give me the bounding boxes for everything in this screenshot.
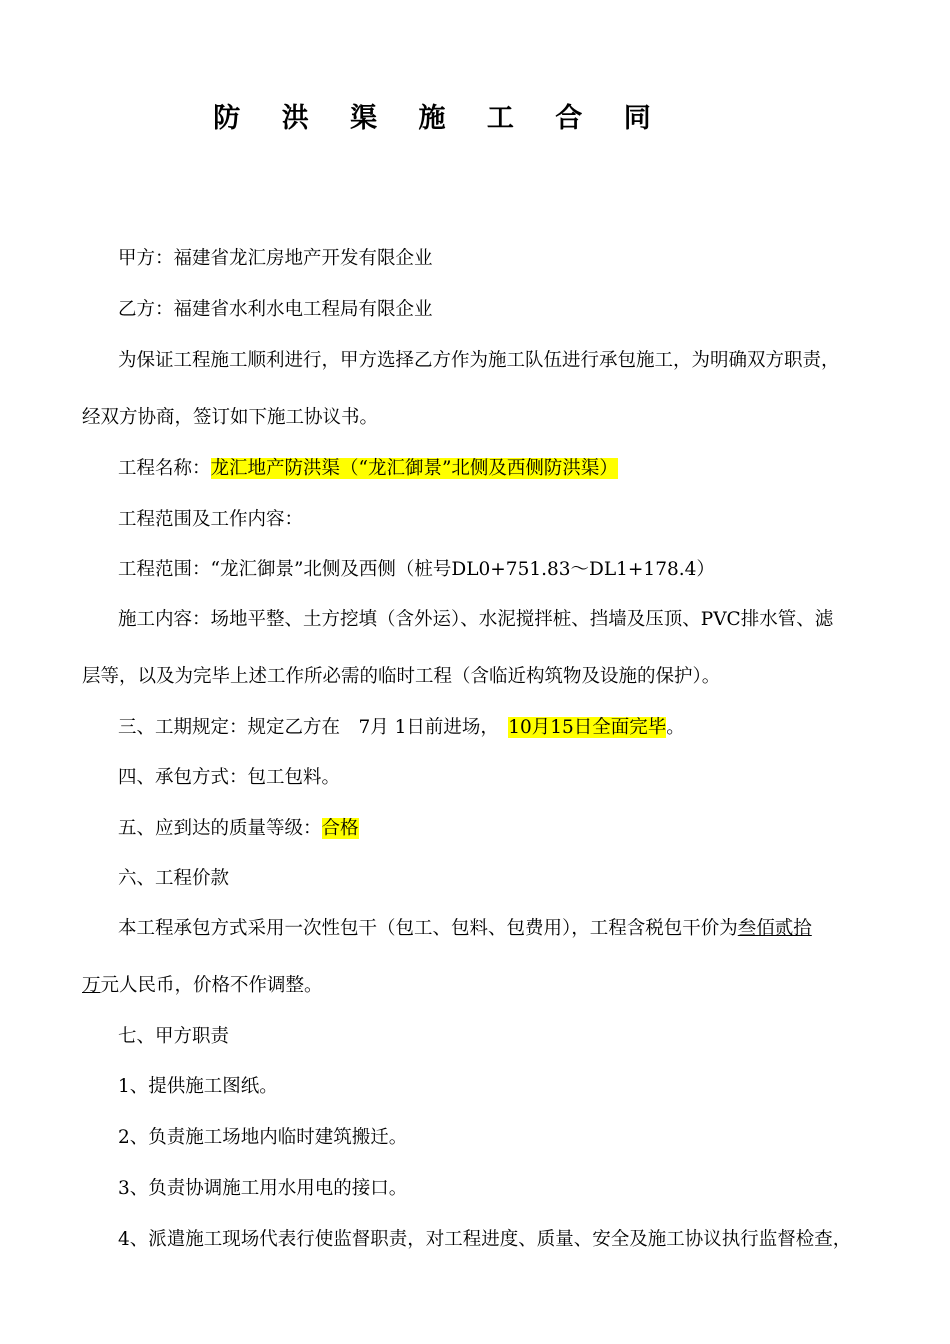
price-heading: 六、工程价款 [118, 868, 230, 889]
project-name-value: 龙汇地产防洪渠（“龙汇御景”北侧及西侧防洪渠） [210, 458, 618, 479]
price-line-2-text: 元人民币，价格不作调整。 [100, 975, 323, 996]
scope-heading: 工程范围及工作内容： [118, 509, 304, 530]
party-b: 乙方：福建省水利水电工程局有限企业 [118, 299, 433, 320]
scope: 工程范围：“龙汇御景”北侧及西侧（桩号DL0+751.83～DL1+178.4） [118, 559, 715, 580]
content-line-2: 层等，以及为完毕上述工作所必需的临时工程（含临近构筑物及设施的保护）。 [82, 666, 721, 687]
price-line-1 [82, 916, 918, 942]
price-amount-part-1: 叁佰贰拾 [737, 918, 812, 939]
intro-line-2: 经双方协商，签订如下施工协议书。 [82, 407, 379, 428]
price-line-1-text: 本工程承包方式采用一次性包干（包工、包料、包费用），工程含税包干价为 [118, 918, 738, 939]
document-title: 防 洪 渠 施 工 合 同 [213, 103, 667, 134]
period-prefix: 三、工期规定：规定乙方在 7月 1日前进场， [118, 717, 509, 738]
period-suffix: 。 [666, 717, 685, 738]
price-line-2 [82, 973, 882, 999]
contract-mode: 四、承包方式：包工包料。 [118, 767, 341, 788]
quality-highlight: 合格 [321, 818, 359, 839]
quality-level [82, 816, 918, 842]
project-name-label: 工程名称： [118, 458, 211, 479]
construction-period [82, 715, 918, 741]
quality-prefix: 五、应到达的质量等级： [118, 818, 322, 839]
intro-line-1: 为保证工程施工顺利进行，甲方选择乙方作为施工队伍进行承包施工，为明确双方职责， [118, 350, 840, 371]
party-a: 甲方：福建省龙汇房地产开发有限企业 [118, 248, 433, 269]
content-line-1: 施工内容：场地平整、土方挖填（含外运）、水泥搅拌桩、挡墙及压顶、PVC排水管、滤 [118, 609, 834, 630]
party-a-duties-heading: 七、甲方职责 [118, 1026, 230, 1047]
duty-2: 2、负责施工场地内临时建筑搬迁。 [118, 1127, 408, 1148]
duty-4: 4、派遣施工现场代表行使监督职责，对工程进度、质量、安全及施工协议执行监督检查， [118, 1229, 852, 1250]
duty-3: 3、负责协调施工用水用电的接口。 [118, 1178, 408, 1199]
period-highlight: 10月15日全面完毕 [508, 717, 667, 738]
duty-1: 1、提供施工图纸。 [118, 1076, 278, 1097]
project-name [82, 456, 918, 482]
price-amount-part-2: 万 [82, 975, 101, 996]
